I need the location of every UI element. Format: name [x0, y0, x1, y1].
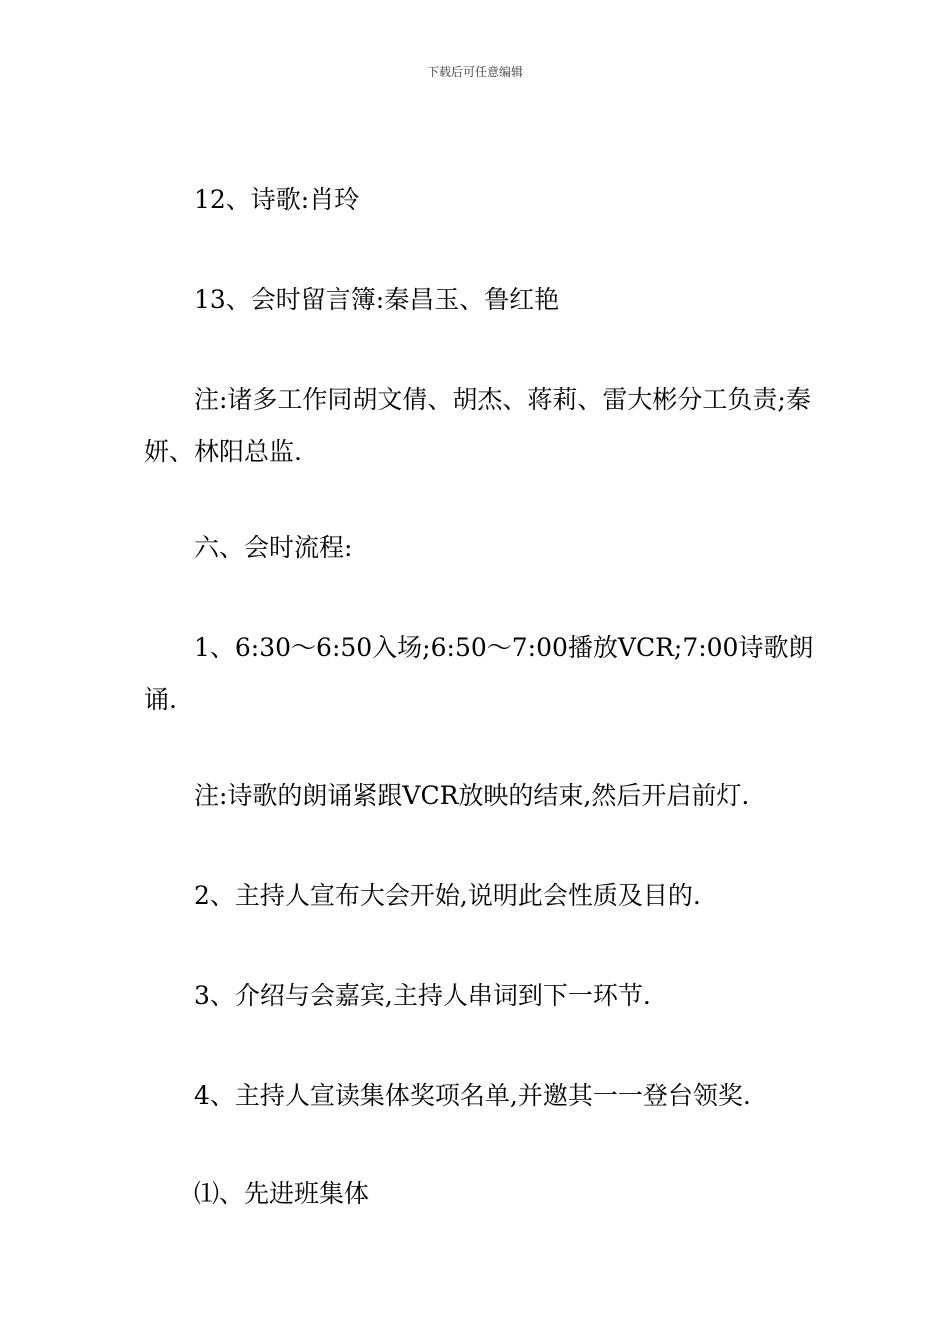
paragraph-poem: 12、诗歌:肖玲 [194, 185, 360, 214]
paragraph-guestbook: 13、会时留言簿:秦昌玉、鲁红艳 [194, 285, 560, 314]
paragraph-section-six: 六、会时流程: [194, 533, 353, 562]
paragraph-step-4: 4、主持人宣读集体奖项名单,并邀其一一登台领奖. [194, 1081, 751, 1110]
paragraph-step-3: 3、介绍与会嘉宾,主持人串词到下一环节. [194, 981, 651, 1010]
page-header: 下载后可任意编辑 [426, 65, 523, 79]
paragraph-subitem-1: ⑴、先进班集体 [194, 1179, 370, 1208]
paragraph-note-staff: 注:诸多工作同胡文倩、胡杰、蒋莉、雷大彬分工负责;秦妍、林阳总监. [144, 385, 811, 466]
paragraph-note-poem: 注:诗歌的朗诵紧跟VCR放映的结束,然后开启前灯. [194, 781, 750, 810]
paragraph-step-1: 1、6:30～6:50入场;6:50～7:00播放VCR;7:00诗歌朗诵. [144, 633, 814, 714]
paragraph-step-2: 2、主持人宣布大会开始,说明此会性质及目的. [194, 881, 701, 910]
